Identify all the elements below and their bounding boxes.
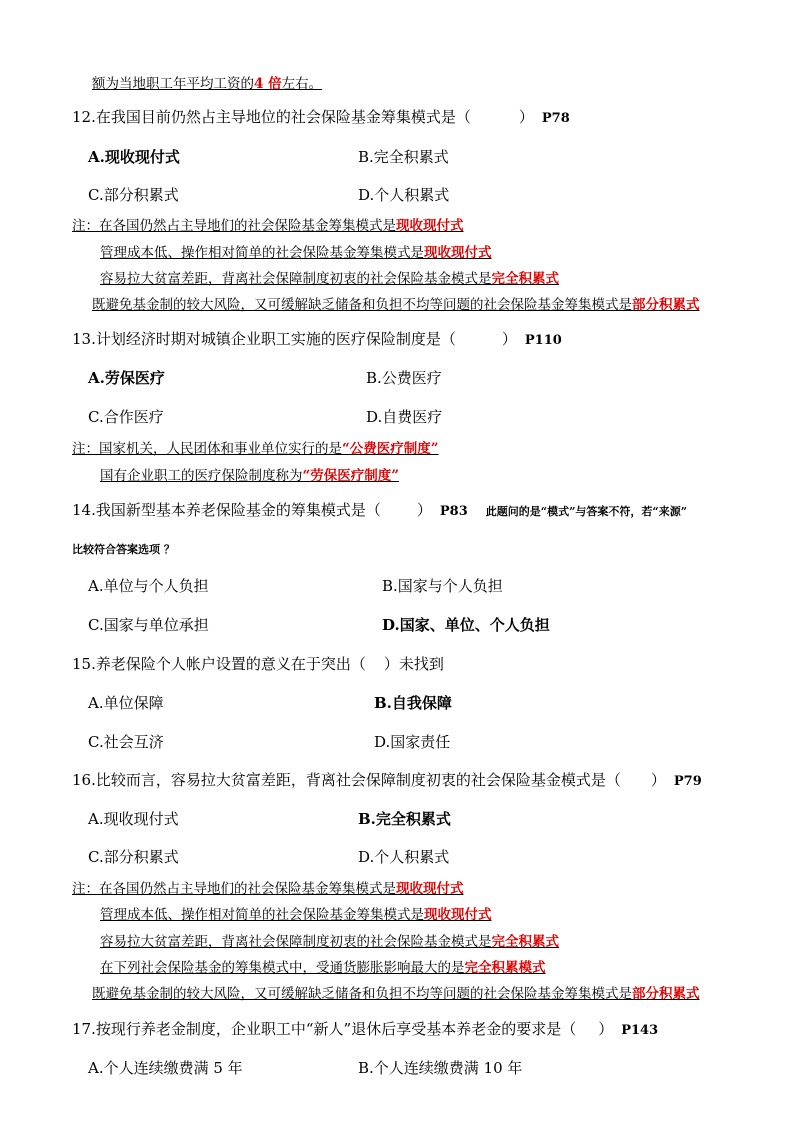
q13-option-c: C.合作医疗 xyxy=(88,408,164,426)
question-15-stem xyxy=(72,653,444,674)
q12-option-a: A.现收现付式 xyxy=(88,148,180,166)
note-answer: 完全积累模式 xyxy=(464,960,546,976)
note-text: 既避免基金制的较大风险，又可缓解缺乏储备和负担不均等问题的社会保险基金筹集模式是 xyxy=(92,986,632,1002)
note-answer: “公费医疗制度” xyxy=(342,441,439,457)
q16-note-5 xyxy=(92,982,700,1002)
question-14-stem xyxy=(72,499,687,520)
note-answer: 部分积累式 xyxy=(632,986,700,1002)
question-bracket: ）未找到 xyxy=(383,655,444,673)
note-text: 管理成本低、操作相对简单的社会保险基金筹集模式是 xyxy=(100,245,424,261)
q15-option-c: C.社会互济 xyxy=(88,733,164,751)
q16-option-a: A.现收现付式 xyxy=(88,810,179,828)
q14-option-b: B.国家与个人负担 xyxy=(382,577,503,595)
q13-option-a: A.劳保医疗 xyxy=(88,369,165,387)
question-bracket: ） xyxy=(518,108,534,126)
note-text: 容易拉大贫富差距，背离社会保障制度初衷的社会保险基金模式是 xyxy=(100,934,492,950)
note-text: 注：国家机关，人民团体和事业单位实行的是 xyxy=(72,441,342,457)
q14-option-a: A.单位与个人负担 xyxy=(88,577,209,595)
question-text: 13.计划经济时期对城镇企业职工实施的医疗保险制度是（ xyxy=(72,330,456,348)
q13-option-b: B.公费医疗 xyxy=(366,369,442,387)
question-17-stem xyxy=(72,1018,658,1039)
page-ref: P83 xyxy=(439,504,468,519)
question-text: 14.我国新型基本养老保险基金的筹集模式是（ xyxy=(72,501,381,519)
note-answer: 现收现付式 xyxy=(424,245,492,261)
note-text: 既避免基金制的较大风险，又可缓解缺乏储备和负担不均等问题的社会保险基金筹集模式是 xyxy=(92,297,632,313)
note-answer: “劳保医疗制度” xyxy=(302,468,400,484)
q12-option-d: D.个人积累式 xyxy=(358,186,450,204)
note-text: 注：在各国仍然占主导地们的社会保险基金筹集模式是 xyxy=(72,881,396,897)
carryover-tail: 左右。 xyxy=(281,76,323,92)
q17-option-b: B.个人连续缴费满 10 年 xyxy=(358,1059,523,1077)
q12-note-4 xyxy=(92,293,700,313)
note-answer: 完全积累式 xyxy=(491,271,559,287)
note-answer: 现收现付式 xyxy=(424,907,492,923)
note-answer: 完全积累式 xyxy=(491,934,559,950)
page-ref: P79 xyxy=(673,774,702,789)
q13-note-2 xyxy=(100,464,399,484)
q17-option-a: A.个人连续缴费满 5 年 xyxy=(88,1059,243,1077)
question-bracket: ） xyxy=(501,330,517,348)
q14-remark: 此题问的是“模式”与答案不符，若“来源” xyxy=(485,505,688,518)
q16-option-c: C.部分积累式 xyxy=(88,848,179,866)
note-answer: 部分积累式 xyxy=(632,297,700,313)
q13-note-1 xyxy=(72,437,439,457)
q14-remark-cont: 比较符合答案选项 ？ xyxy=(72,543,175,556)
carryover-text: 额为当地职工年平均工资的 xyxy=(92,76,254,92)
note-text: 注：在各国仍然占主导地们的社会保险基金筹集模式是 xyxy=(72,218,396,234)
q12-option-b: B.完全积累式 xyxy=(358,148,449,166)
note-answer: 现收现付式 xyxy=(396,881,464,897)
carryover-highlight: 4 倍 xyxy=(254,76,282,92)
question-bracket: ） xyxy=(416,501,432,519)
q16-note-1 xyxy=(72,877,464,897)
q12-note-2 xyxy=(100,241,492,261)
note-answer: 现收现付式 xyxy=(396,218,464,234)
question-text: 17.按现行养老金制度，企业职工中“新人”退休后享受基本养老金的要求是（ xyxy=(72,1020,577,1038)
q13-option-d: D.自费医疗 xyxy=(366,408,443,426)
question-16-stem xyxy=(72,769,702,790)
note-text: 在下列社会保险基金的筹集模式中，受通货膨胀影响最大的是 xyxy=(100,960,465,976)
q16-note-2 xyxy=(100,903,492,923)
question-text: 15.养老保险个人帐户设置的意义在于突出（ xyxy=(72,655,366,673)
question-text: 12.在我国目前仍然占主导地位的社会保险基金筹集模式是（ xyxy=(72,108,471,126)
q15-option-a: A.单位保障 xyxy=(88,694,164,712)
question-12-stem xyxy=(72,106,570,127)
q16-note-3 xyxy=(100,930,559,950)
q14-option-c: C.国家与单位承担 xyxy=(88,616,209,634)
q12-note-3 xyxy=(100,267,559,287)
carryover-line xyxy=(92,72,322,92)
q12-option-c: C.部分积累式 xyxy=(88,186,179,204)
note-text: 容易拉大贫富差距，背离社会保障制度初衷的社会保险基金模式是 xyxy=(100,271,492,287)
question-bracket: ） xyxy=(650,771,666,789)
q16-note-4 xyxy=(100,956,546,976)
q16-option-b: B.完全积累式 xyxy=(358,810,451,828)
q16-option-d: D.个人积累式 xyxy=(358,848,450,866)
q15-option-d: D.国家责任 xyxy=(374,733,451,751)
q14-option-d: D.国家、单位、个人负担 xyxy=(382,616,550,634)
q12-note-1 xyxy=(72,214,464,234)
page-ref: P143 xyxy=(621,1023,659,1038)
q15-option-b: B.自我保障 xyxy=(374,694,452,712)
question-bracket: ） xyxy=(598,1020,614,1038)
note-text: 国有企业职工的医疗保险制度称为 xyxy=(100,468,303,484)
page-ref: P110 xyxy=(524,333,562,348)
page-ref: P78 xyxy=(541,111,570,126)
note-text: 管理成本低、操作相对简单的社会保险基金筹集模式是 xyxy=(100,907,424,923)
question-13-stem xyxy=(72,328,562,349)
question-text: 16.比较而言，容易拉大贫富差距，背离社会保障制度初衷的社会保险基金模式是（ xyxy=(72,771,621,789)
